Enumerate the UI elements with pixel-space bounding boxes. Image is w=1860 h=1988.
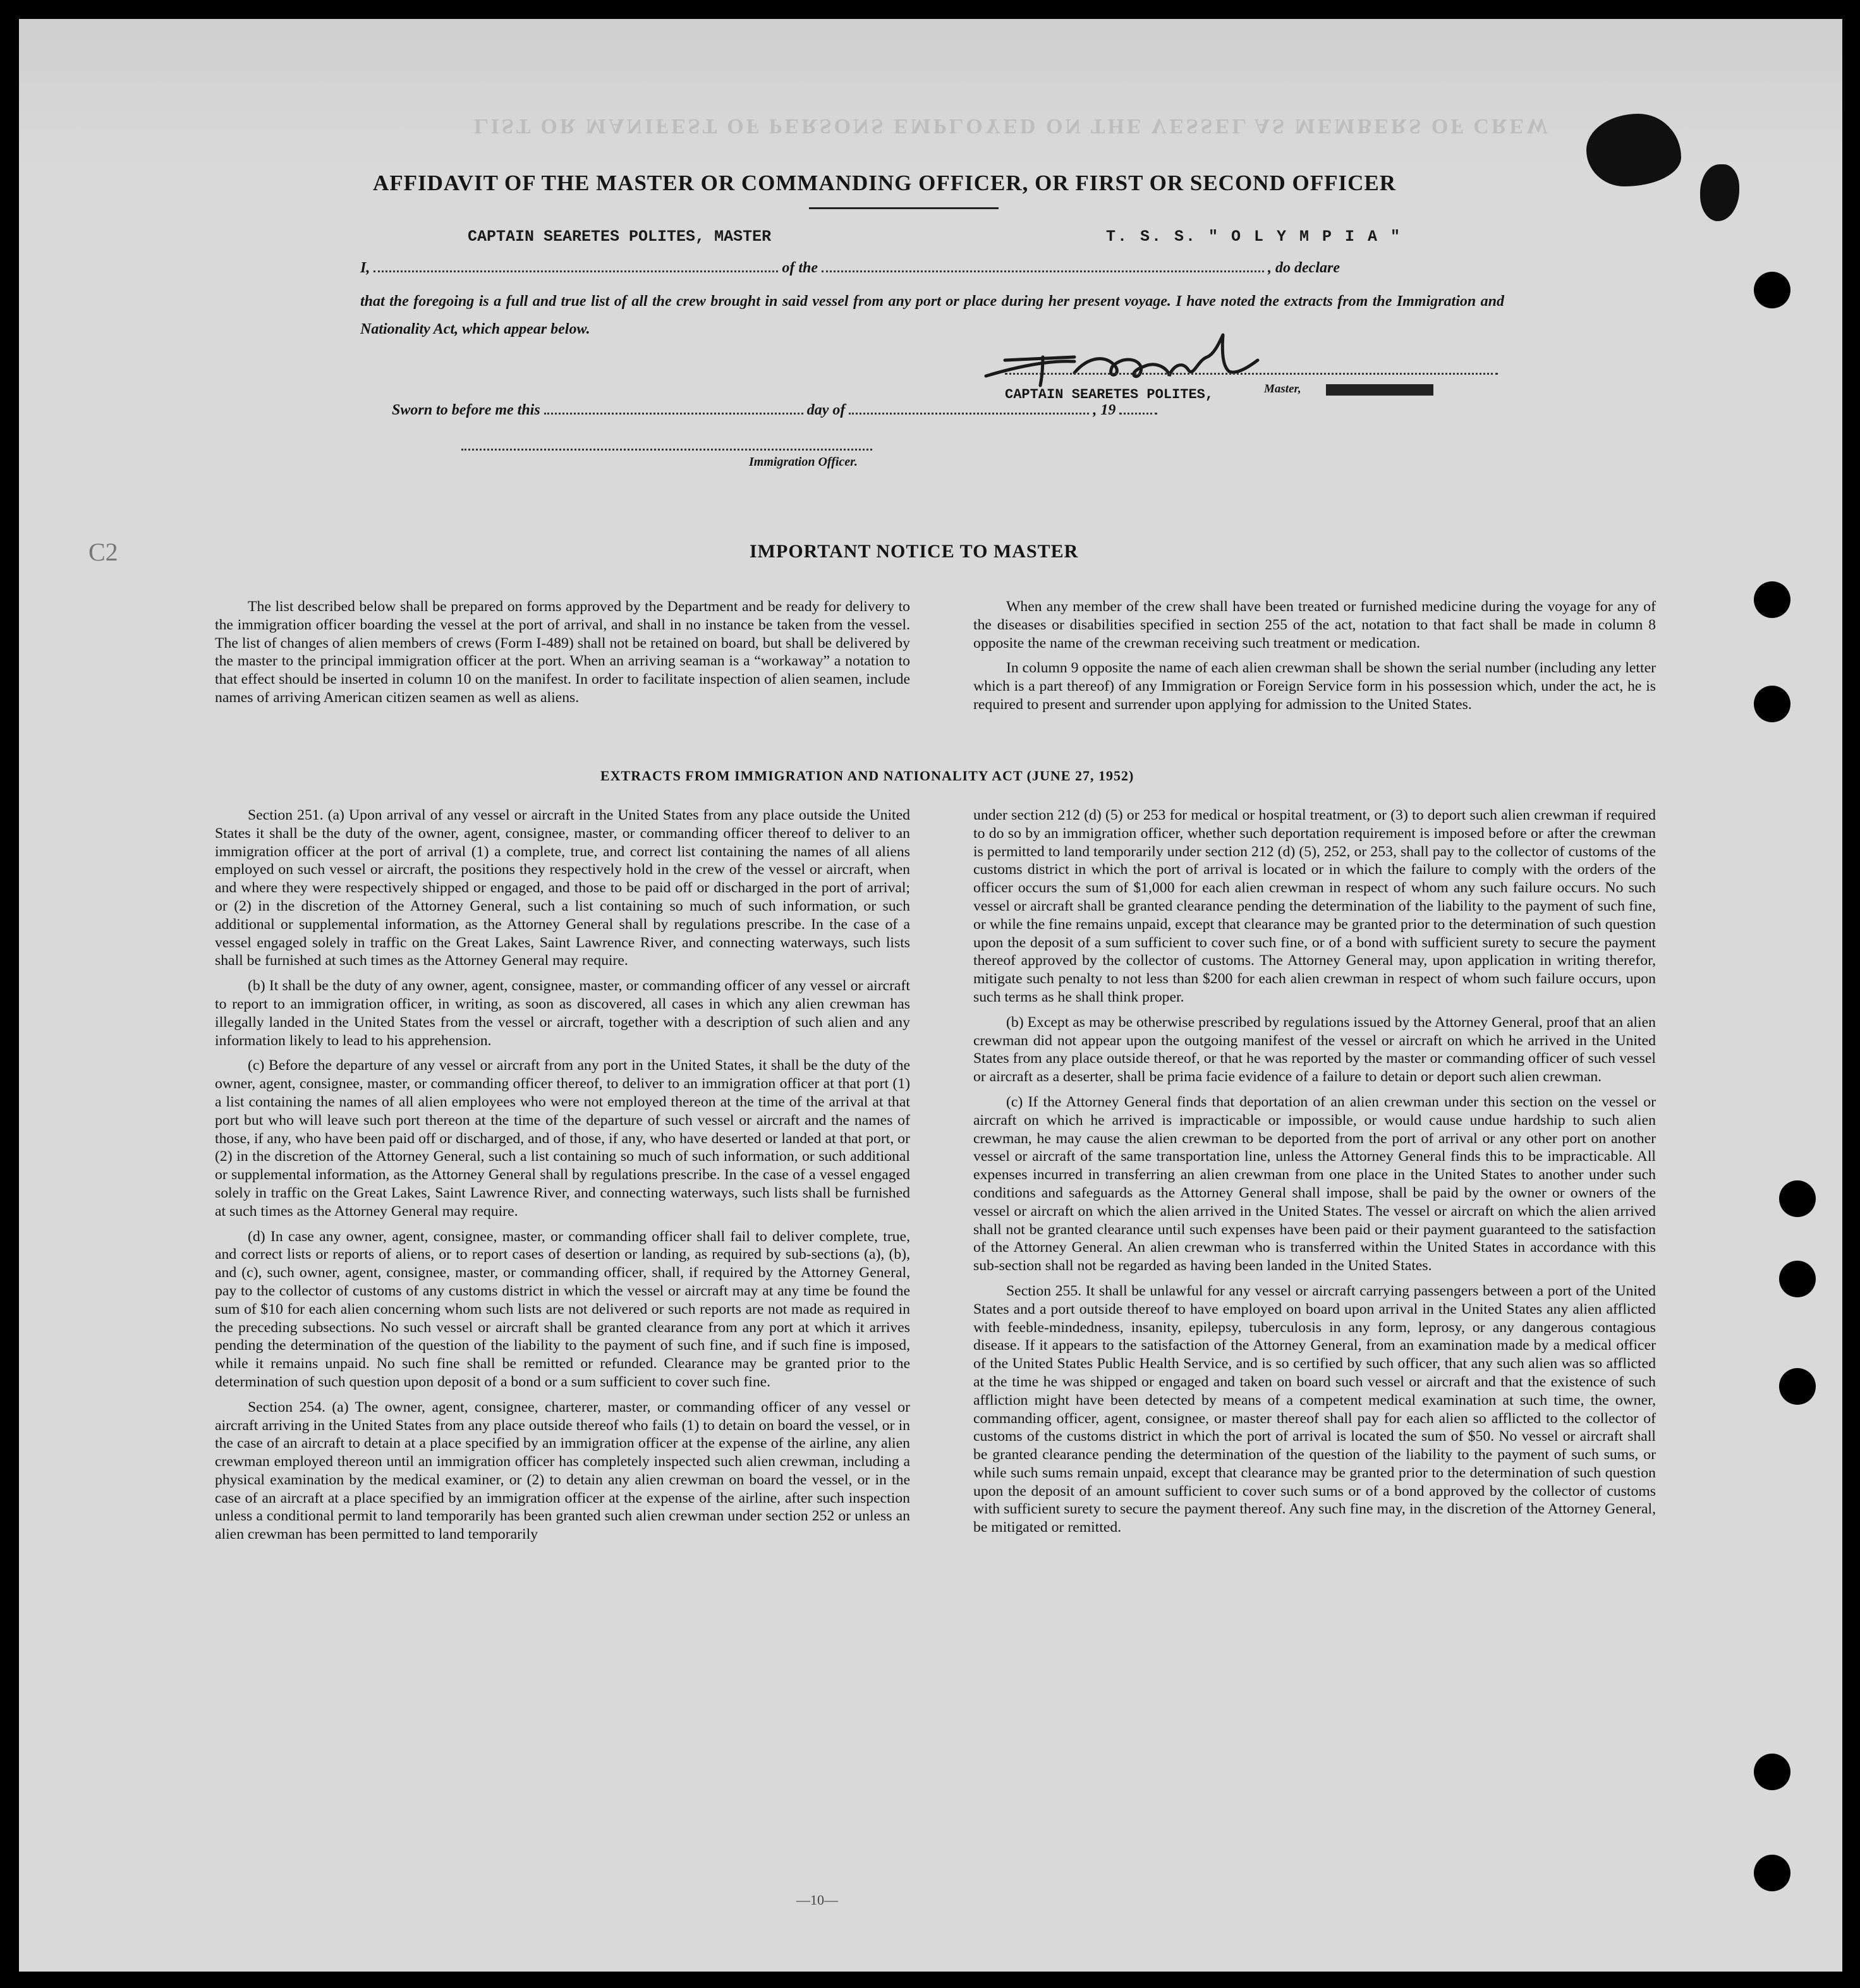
ink-blot <box>1700 164 1739 221</box>
extracts-right-column <box>973 806 1656 1544</box>
sworn-year-blank <box>1119 401 1157 415</box>
officer-signature-line <box>461 449 872 451</box>
punch-hole <box>1754 686 1790 722</box>
punch-hole <box>1754 272 1790 308</box>
act-paragraph: (b) Except as may be otherwise prescribed by regulations issued by the Attorney General, proof that an alien crewman did not appear upon the outgoing manifest of the vessel or aircraft on which he arrived in the United States from any place outside thereof, or that he was reported by the master or commanding officer of such vessel or aircraft as a deserter, shall be prima facie evidence of a failure to detain or deport such alien crewman. <box>973 1014 1656 1086</box>
signature-line <box>1005 373 1498 375</box>
extracts-left-column <box>215 806 910 1551</box>
name-blank <box>374 259 778 272</box>
extracts-title: EXTRACTS FROM IMMIGRATION AND NATIONALITY ACT (JUNE 27, 1952) <box>600 768 1134 784</box>
notice-right-column <box>973 598 1656 721</box>
punch-hole <box>1779 1180 1816 1217</box>
notice-paragraph: When any member of the crew shall have been treated or furnished medicine during the voyage for any of the diseases or disabilities specified in section 255 of the act, notation to that fact shall be made in column 8 opposite the name of the crewman receiving such treatment or medication. <box>973 598 1656 652</box>
document-page <box>19 19 1842 1972</box>
act-paragraph: Section 251. (a) Upon arrival of any vessel or aircraft in the United States from any place outside the United States it shall be the duty of the owner, agent, consignee, master, or commanding officer thereof to deliver to an immigration officer at the port of arrival (1) a complete, true, and correct list containing the names of all aliens employed on such vessel or aircraft, the positions they respectively hold in the crew of the vessel or aircraft, when and where they were respectively shipped or engaged, and those to be paid off or discharged in the port of arrival; or (2) in the discretion of the Attorney General, such a list containing so much of such information, or such additional or supplemental information, as the Attorney General shall by regulations prescribe. In the case of a vessel engaged solely in traffic on the Great Lakes, Saint Lawrence River, and connecting waterways, such lists shall be furnished at such times as the Attorney General may require. <box>215 807 910 969</box>
year-label: , 19 <box>1093 402 1116 418</box>
vessel-blank <box>822 259 1264 272</box>
act-paragraph: Section 255. It shall be unlawful for any vessel or aircraft carrying passengers between a port of the United States and a port outside thereof to have employed on board upon arrival in the United States any alien afflicted with feeble-mindedness, insanity, epilepsy, tuberculosis in any form, leprosy, or any dangerous contagious disease. If it appears to the satisfaction of the Attorney General, from an examination made by a medical officer of the United States Public Health Service, and is so certified by such officer, that any such alien was so afflicted at the time he was shipped or engaged and taken on board such vessel or aircraft and that the existence of such affliction might have been detected by means of a competent medical examination at such time, the owner, commanding officer, agent, consignee, or master thereof shall pay for each alien so afflicted to the collector of customs of the customs district in which the port of arrival is located the sum of $50. No vessel or aircraft shall be granted clearance pending the determination of the question of the liability to the payment of such sums, or while such sums remain unpaid, except that clearance may be granted prior to the determination of such question upon the deposit of an amount sufficient to cover such sums or of a bond approved by the collector of customs with sufficient surety to secure the payment thereof. Any such fine may, in the discretion of the Attorney General, be mitigated or remitted. <box>973 1282 1656 1536</box>
label-i: I, <box>360 260 370 276</box>
punch-hole <box>1754 1754 1790 1790</box>
day-of-label: day of <box>806 402 846 418</box>
typed-vessel-name: T. S. S. " O L Y M P I A " <box>1106 227 1402 246</box>
label-of-the: of the <box>782 260 818 276</box>
notice-paragraph: In column 9 opposite the name of each alien crewman shall be shown the serial number (including any letter which is a part thereof) of any Immigration or Foreign Service form in his possession which, under the act, he is required to present and surrender upon applying for admission to the United States. <box>973 660 1656 713</box>
declaration-line <box>360 259 1498 277</box>
act-paragraph: (c) If the Attorney General finds that deportation of an alien crewman under this section on the vessel or aircraft on which he arrived is impracticable or impossible, or would cause undue hardship to such alien crewman, he may cause the alien crewman to be deported from the port of arrival or any other port on another vessel or aircraft of the same transportation line, unless the Attorney General finds this to be impracticable. All expenses incurred in transferring an alien crewman from one place in the United States to another under such conditions and safeguards as the Attorney General shall impose, shall be paid by the owner or owners of the vessel or aircraft on which the alien arrived in the United States. The vessel or aircraft on which the alien arrived shall not be granted clearance until such expenses have been paid or their payment guaranteed to the satisfaction of the Attorney General. An alien crewman who is transferred within the United States in accordance with this sub-section shall not be regarded as having been landed in the United States. <box>973 1093 1656 1275</box>
immigration-officer-label: Immigration Officer. <box>749 455 858 469</box>
sworn-day-blank <box>544 401 803 415</box>
signature-typed-name: CAPTAIN SEARETES POLITES, <box>1005 387 1214 403</box>
sworn-month-blank <box>849 401 1089 415</box>
punch-hole <box>1779 1261 1816 1297</box>
act-paragraph: (c) Before the departure of any vessel or aircraft from any port in the United States, it shall be the duty of the owner, agent, consignee, master, or commanding officer thereof, to deliver to an immigration officer at that port (1) a list containing the names of all alien employees who were not employed thereon at the time of the arrival at that port but who will leave such port thereon at the time of the departure of such vessel or aircraft and the names of those, if any, who have been paid off or discharged, and of those, if any, who have deserted or landed at that port, or (2) in the discretion of the Attorney General, such a list containing so much of such information, or such additional or supplemental information, as the Attorney General shall by regulations prescribe. In the case of a vessel engaged solely in traffic on the Great Lakes, Saint Lawrence River, and connecting waterways, such lists shall be furnished at such times as the Attorney General may require. <box>215 1057 910 1220</box>
bleed-through-area <box>19 19 1842 164</box>
notice-paragraph: The list described below shall be prepared on forms approved by the Department and be ready for delivery to the immigration officer boarding the vessel at the port of arrival, and shall in no instance be taken from the vessel. The list of changes of alien members of crews (Form I-489) shall not be retained on board, but shall be delivered by the master to the principal immigration officer at the port. When an arriving seaman is a “workaway” a notation to that effect should be inserted in column 10 on the manifest. In order to facilitate inspection of alien seamen, include names of arriving American citizen seamen as well as aliens. <box>215 598 910 706</box>
punch-hole <box>1779 1368 1816 1405</box>
punch-hole <box>1754 581 1790 618</box>
ink-blot <box>1586 114 1681 186</box>
struck-out-text <box>1326 384 1433 396</box>
margin-mark: C2 <box>88 538 118 566</box>
act-paragraph: (d) In case any owner, agent, consignee, master, or commanding officer shall fail to deliver complete, true, and correct lists or reports of aliens, or to report cases of desertion or landing, as required by sub-sections (a), (b), and (c), such owner, agent, consignee, master, or commanding officer, shall, if required by the Attorney General, pay to the collector of customs of any customs district in which the vessel or aircraft may at any time be found the sum of $10 for each alien concerning whom such lists are not delivered or such reports are not made as required in the preceding subsections. No such vessel or aircraft shall be granted clearance from any port at which it arrives pending the determination of the question of the liability to the payment of such fine, and if such fine is imposed, while it remains unpaid. No such fine shall be remitted or refunded. Clearance may be granted prior to the determination of such question upon deposit of a bond or a sum sufficient to cover such fine. <box>215 1228 910 1390</box>
master-label: Master, <box>1264 382 1301 396</box>
label-do-declare-text: , do declare <box>1268 260 1340 276</box>
bleed-through-text: LIST OR MANIFEST OF PERSONS EMPLOYED ON THE VESSEL AS MEMBERS OF CREW <box>474 114 1551 138</box>
notice-left-column <box>215 598 910 714</box>
sworn-label: Sworn to before me this <box>392 402 540 418</box>
sworn-line <box>392 401 1226 419</box>
act-paragraph: under section 212 (d) (5) or 253 for medical or hospital treatment, or (3) to deport such alien crewman if required to do so by an immigration officer, whether such deportation requirement is imposed before or after the crewman is permitted to land temporarily under section 212 (d) (5), 252, or 253, shall pay to the collector of customs of the customs district in which the port of arrival is located or in which the failure to comply with the orders of the officer occurs the sum of $1,000 for each alien crewman in respect of whom any such failure occurs. No such vessel or aircraft shall be granted clearance pending the determination of the liability to the payment of such fine, or while the fine remains unpaid, except that clearance may be granted prior to the determination of such question upon the deposit of a sum sufficient to cover such fine, or of a bond with sufficient surety to secure the payment thereof approved by the collector of customs. The Attorney General may, upon application in writing therefor, mitigate such penalty to not less than $200 for each alien crewman in respect of whom such failure occurs, upon such terms as he shall think proper. <box>973 807 1656 1005</box>
handwritten-signature <box>980 322 1277 392</box>
notice-title: IMPORTANT NOTICE TO MASTER <box>750 541 1079 562</box>
affidavit-title: AFFIDAVIT OF THE MASTER OR COMMANDING OFFICER, OR FIRST OR SECOND OFFICER <box>373 171 1396 195</box>
punch-hole <box>1754 1855 1790 1891</box>
title-underline <box>809 207 999 209</box>
typed-master-name: CAPTAIN SEARETES POLITES, MASTER <box>468 227 772 246</box>
act-paragraph: Section 254. (a) The owner, agent, consignee, charterer, master, or commanding officer of any vessel or aircraft arriving in the United States from any place outside thereof who fails (1) to detain on board the vessel, or in the case of an aircraft to detain at a place specified by an immigration officer at the expense of the airline, any alien crewman employed thereon until an immigration officer has completely inspected such alien crewman, including a physical examination by the medical examiner, or (2) to detain any alien crewman on board the vessel, or in the case of an aircraft at a place specified by an immigration officer at the expense of the airline, after such inspection unless a conditional permit to land temporarily has been granted such alien crewman under section 252 or unless an alien crewman has been permitted to land temporarily <box>215 1398 910 1543</box>
page-number: —10— <box>796 1892 838 1908</box>
act-paragraph: (b) It shall be the duty of any owner, agent, consignee, master, or commanding officer of any vessel or aircraft to report to an immigration officer, in writing, as soon as discovered, all cases in which any alien crewman has illegally landed in the United States from the vessel or aircraft, together with a description of such alien and any information likely to lead to his apprehension. <box>215 978 910 1049</box>
declaration-text: that the foregoing is a full and true list of all the crew brought in said vessel from any port or place during her present voyage. I have noted the extracts from the Immigration and Nationality Act, which appear below. <box>360 293 1504 337</box>
